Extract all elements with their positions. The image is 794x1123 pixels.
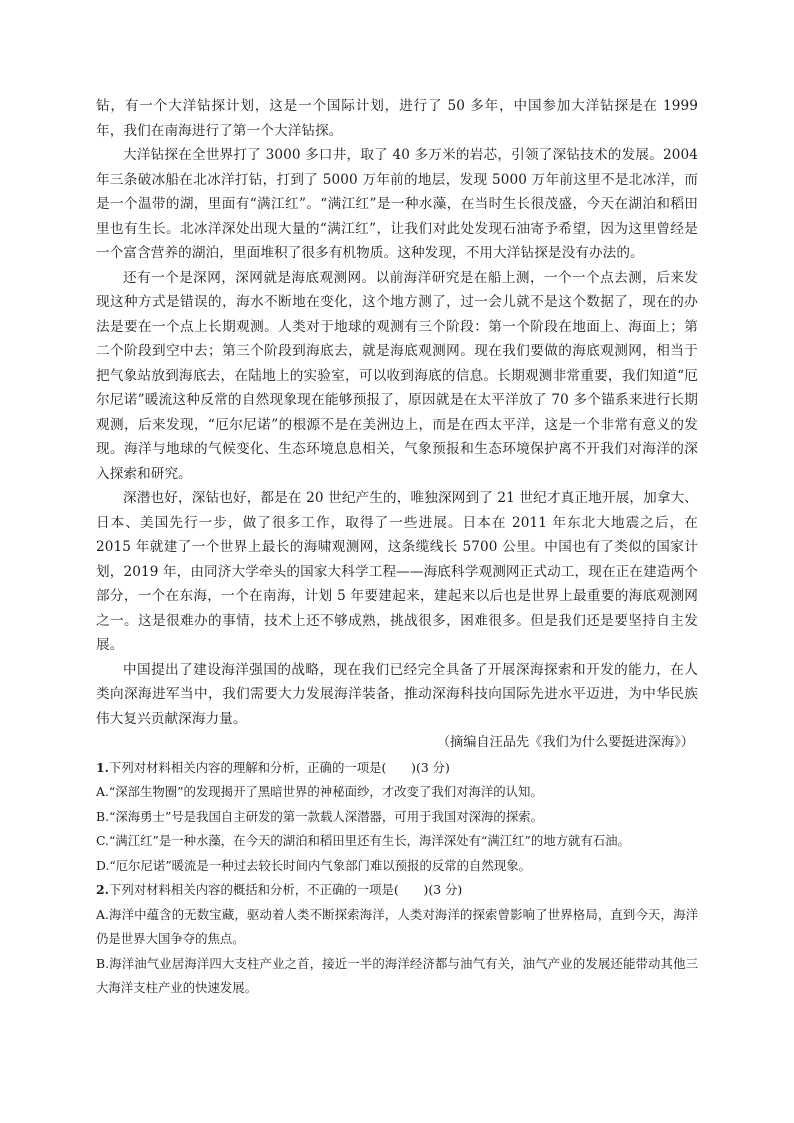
question-2-text: 下列对材料相关内容的概括和分析，不正确的一项是( )(3 分) bbox=[108, 882, 463, 897]
question-2-option-b: B.海洋油气业居海洋四大支柱产业之首，接近一半的海洋经济都与油气有关，油气产业的发展还能带动其他三大海洋支柱产业的快速发展。 bbox=[96, 955, 698, 995]
question-1-option-d: D.“厄尔尼诺”暖流是一种过去较长时间内气象部门难以预报的反常的自然现象。 bbox=[96, 857, 531, 873]
question-1-stem bbox=[96, 756, 698, 781]
question-1-option-a: A.“深部生物圈”的发现揭开了黑暗世界的神秘面纱，才改变了我们对海洋的认知。 bbox=[96, 784, 543, 799]
question-1-number: 1. bbox=[96, 759, 109, 775]
question-2-number: 2. bbox=[96, 882, 109, 897]
passage-paragraph-21st-century: 深潜也好，深钻也好，都是在 20 世纪产生的，唯独深网到了 21 世纪才真正地开展，加拿大、日本、美国先行一步，做了很多工作，取得了一些进展。日本在 2011 年东北大地震之后，在 2015 年就建了一个世界上最长的海啸观测网，这条缆线长 5700 公里。中国也有了类似的国家计划，2019 年，由同济大学牵头的国家大科学工程——海底科学观测网正式动工，现在正在建造两个部分，一个在东海，一个在南海，计划 5 年要建起来，建起来以后也是世界上最重要的海底观测网之一。这是很难办的事情，技术上还不够成熟，挑战很多，困难很多。但是我们还是要坚持自主发展。 bbox=[96, 490, 698, 653]
question-2-option-a: A.海洋中蕴含的无数宝藏，驱动着人类不断探索海洋，人类对海洋的探索曾影响了世界格局，直到今天，海洋仍是世界大国争夺的焦点。 bbox=[96, 906, 698, 946]
passage-source: （摘编自汪品先《我们为什么要挺进深海》） bbox=[436, 735, 694, 750]
passage-paragraph-strategy: 中国提出了建设海洋强国的战略，现在我们已经完全具备了开展深海探索和开发的能力，在人类向深海进军当中，我们需要大力发展海洋装备，推动深海科技向国际先进水平迈进，为中华民族伟大复兴贡献深海力量。 bbox=[96, 661, 698, 727]
question-1-option-c: C.“满江红”是一种水藻，在今天的湖泊和稻田里还有生长，海洋深处有“满江红”的地方就有石油。 bbox=[96, 833, 630, 848]
passage-paragraph-deep-network: 还有一个是深网，深网就是海底观测网。以前海洋研究是在船上测，一个一个点去测，后来发现这种方式是错误的，海水不断地在变化，这个地方测了，过一会儿就不是这个数据了，现在的办法是要在一个点上长期观测。人类对于地球的观测有三个阶段：第一个阶段在地面上、海面上；第二个阶段到空中去；第三个阶段到海底去，就是海底观测网。现在我们要做的海底观测网，相当于把气象站放到海底去，在陆地上的实验室，可以收到海底的信息。长期观测非常重要，我们知道“厄尔尼诺”暖流这种反常的自然现象现在能够预报了，原因就是在太平洋放了 70 多个锚系来进行长期观测，后来发现，“厄尔尼诺”的根源不是在美洲边上，而是在西太平洋，这是一个非常有意义的发现。海洋与地球的气候变化、生态环境息息相关，气象预报和生态环境保护离不开我们对海洋的深入探索和研究。 bbox=[96, 269, 698, 482]
passage-paragraph-ocean-drilling: 大洋钻探在全世界打了 3000 多口井，取了 40 多万米的岩芯，引领了深钻技术的发展。2004 年三条破冰船在北冰洋打钻，打到了 5000 万年前的地层，发现 5000 万年前这里不是北冰洋，而是一个温带的湖，里面有“满江红”。“满江红”是一种水藻，在当时生长很茂盛，今天在湖泊和稻田里也有生长。北冰洋深处出现大量的“满江红”，让我们对此处发现石油寄予希望，因为这里曾经是一个富含营养的湖泊，里面堆积了很多有机物质。这种发现，不用大洋钻探是没有办法的。 bbox=[96, 147, 698, 261]
question-1-option-b: B.“深海勇士”号是我国自主研发的第一款载人深潜器，可用于我国对深海的探索。 bbox=[96, 808, 543, 824]
document-content bbox=[96, 94, 698, 1001]
question-1-text: 下列对材料相关内容的理解和分析，正确的一项是( )(3 分) bbox=[108, 759, 450, 775]
question-2-stem bbox=[96, 878, 698, 903]
passage-paragraph-continued: 钻，有一个大洋钻探计划，这是一个国际计划，进行了 50 多年，中国参加大洋钻探是在 1999 年，我们在南海进行了第一个大洋钻探。 bbox=[96, 98, 698, 139]
